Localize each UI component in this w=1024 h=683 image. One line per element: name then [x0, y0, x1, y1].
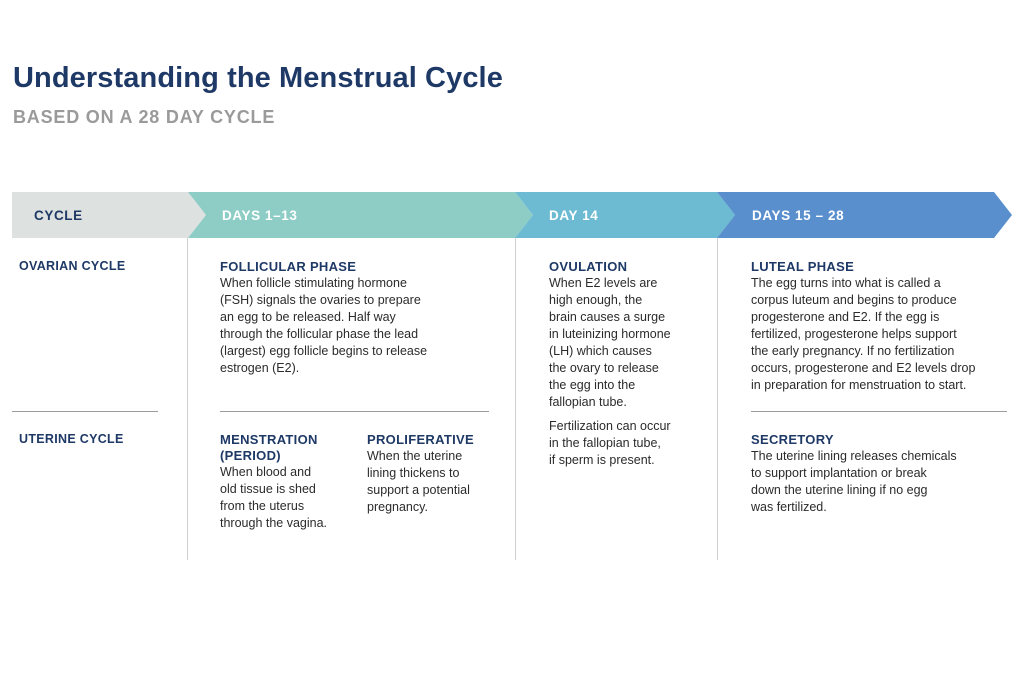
luteal-phase-title: LUTEAL PHASE	[751, 259, 855, 274]
phase-label-days-15-28: DAYS 15 – 28	[752, 208, 845, 223]
row-label-uterine: UTERINE CYCLE	[19, 432, 124, 446]
cycle-column-label: CYCLE	[34, 208, 83, 223]
column-divider	[515, 238, 516, 560]
secretory-title: SECRETORY	[751, 432, 834, 447]
menstration-title: MENSTRATION (PERIOD)	[220, 432, 318, 463]
timeline-arrows	[0, 192, 1024, 238]
fertilization-note: Fertilization can occur in the fallopian tube, if sperm is present.	[549, 419, 671, 467]
proliferative-title: PROLIFERATIVE	[367, 432, 474, 447]
timeline-bar	[0, 192, 1024, 238]
luteal-phase-text: The egg turns into what is called a corpus luteum and begins to produce progesterone and E2. If the egg is fertilized, progesterone helps support the early pregnancy. If no fertilization occurs, progesterone and E2 levels drop in preparation for menstruation to start.	[751, 276, 976, 392]
luteal-phase-cell	[751, 259, 1021, 394]
proliferative-cell	[367, 432, 507, 516]
ovulation-cell	[549, 259, 714, 469]
row-divider	[12, 411, 158, 412]
column-divider	[187, 238, 188, 560]
follicular-phase-text: When follicle stimulating hormone (FSH) signals the ovaries to prepare an egg to be released. Half way through the follicular phase the lead (largest) egg follicle begins to release estrogen (E2).	[220, 276, 428, 375]
phase-label-day-14: DAY 14	[549, 208, 599, 223]
follicular-phase-title: FOLLICULAR PHASE	[220, 259, 357, 274]
day-14-segment	[515, 192, 735, 238]
page-subtitle: BASED ON A 28 DAY CYCLE	[13, 107, 276, 127]
phase-label-days-1-13: DAYS 1–13	[222, 208, 298, 223]
proliferative-text: When the uterine lining thickens to support a potential pregnancy.	[367, 449, 470, 514]
row-divider	[220, 411, 489, 412]
page-title: Understanding the Menstrual Cycle	[13, 62, 503, 94]
menstration-text: When blood and old tissue is shed from the uterus through the vagina.	[220, 465, 328, 530]
ovulation-title: OVULATION	[549, 259, 628, 274]
column-divider	[717, 238, 718, 560]
secretory-text: The uterine lining releases chemicals to support implantation or break down the uterine lining if no egg was fertilized.	[751, 449, 957, 514]
row-divider	[751, 411, 1007, 412]
ovulation-text: When E2 levels are high enough, the brain causes a surge in luteinizing hormone (LH) which causes the ovary to release the egg into the fallopian tube.	[549, 276, 671, 409]
row-label-ovarian: OVARIAN CYCLE	[19, 259, 126, 273]
follicular-phase-cell	[220, 259, 505, 377]
secretory-cell	[751, 432, 1011, 516]
menstration-cell	[220, 432, 360, 532]
